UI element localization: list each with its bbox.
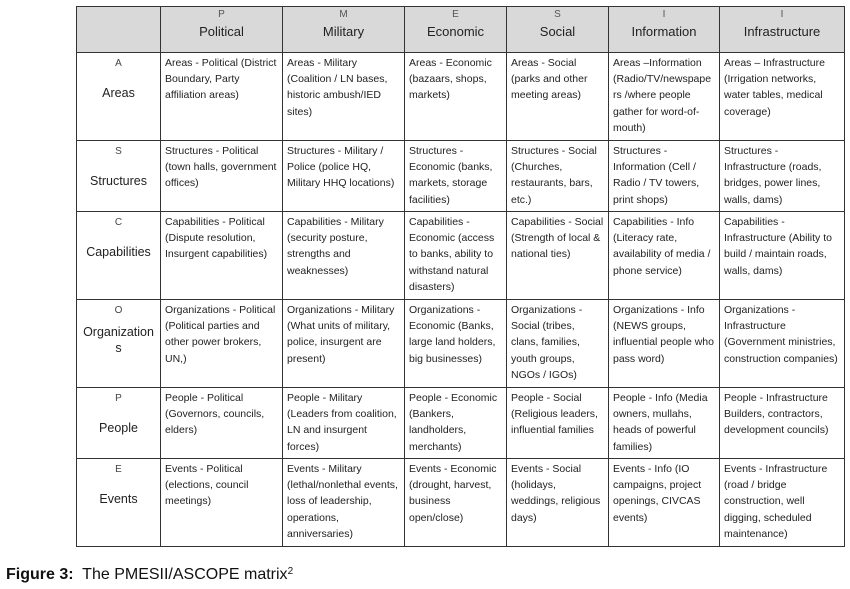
matrix-cell: Organizations - Info (NEWS groups, influential people who pass word) [609,300,720,388]
matrix-cell: Structures - Infrastructure (roads, bridges, power lines, walls, dams) [720,141,845,212]
row-header-capabilities [77,212,161,300]
header-row [77,7,845,53]
matrix-cell: Areas – Infrastructure (Irrigation networks, water tables, medical coverage) [720,53,845,141]
matrix-cell: Organizations - Political (Political parties and other power brokers, UN,) [161,300,283,388]
row-letter: O [114,305,123,316]
row-letter: C [114,217,123,228]
column-header-military [283,7,405,53]
matrix-cell: Capabilities - Social (Strength of local & national ties) [507,212,609,300]
column-name: Political [199,24,244,39]
pmesii-ascope-matrix [76,6,845,547]
matrix-cell: People - Political (Governors, councils, elders) [161,388,283,459]
row-name: Structures [90,174,147,188]
matrix-cell: Areas - Political (District Boundary, Party affiliation areas) [161,53,283,141]
matrix-cell: Capabilities - Info (Literacy rate, availability of media / phone service) [609,212,720,300]
table-row-areas [77,53,845,141]
row-name: Organization s [83,325,154,355]
matrix-cell: Structures - Social (Churches, restaurants, bars, etc.) [507,141,609,212]
table-row-people [77,388,845,459]
matrix-cell: Areas - Military (Coalition / LN bases, historic ambush/IED sites) [283,53,405,141]
matrix-cell: Organizations - Economic (Banks, large land holders, big businesses) [405,300,507,388]
matrix-cell: Structures - Political (town halls, government offices) [161,141,283,212]
corner-cell [77,7,161,53]
column-name: Economic [426,24,485,39]
matrix-cell: Areas –Information (Radio/TV/newspape rs /where people gather for word-of-mouth) [609,53,720,141]
figure-caption [6,565,293,585]
matrix-cell: Events - Economic (drought, harvest, business open/close) [405,459,507,547]
row-name: Events [99,492,138,506]
row-letter: P [115,393,122,404]
row-header-events [77,459,161,547]
footnote-marker: 2 [287,566,294,577]
row-name: Areas [102,86,135,100]
row-name: People [99,421,138,435]
column-letter: M [339,9,348,20]
matrix-cell: Events - Social (holidays, weddings, religious days) [507,459,609,547]
column-letter: P [218,9,225,20]
matrix-cell: Organizations - Military (What units of military, police, insurgent are present) [283,300,405,388]
row-letter: S [115,146,122,157]
column-header-social [507,7,609,53]
table-row-capabilities [77,212,845,300]
matrix-cell: Organizations - Infrastructure (Government ministries, construction companies) [720,300,845,388]
matrix-cell: Events - Info (IO campaigns, project openings, CIVCAS events) [609,459,720,547]
matrix-cell: Areas - Social (parks and other meeting areas) [507,53,609,141]
column-header-political [161,7,283,53]
matrix-cell: Events - Political (elections, council meetings) [161,459,283,547]
row-header-areas [77,53,161,141]
matrix-cell: People - Social (Religious leaders, influential families [507,388,609,459]
row-header-people [77,388,161,459]
matrix-cell: Events - Military (lethal/nonlethal events, loss of leadership, operations, anniversaries) [283,459,405,547]
row-header-structures [77,141,161,212]
column-letter: E [452,9,459,20]
matrix-cell: Capabilities - Infrastructure (Ability to build / maintain roads, walls, dams) [720,212,845,300]
matrix-cell: Capabilities - Military (security posture, strengths and weaknesses) [283,212,405,300]
column-header-information [609,7,720,53]
column-header-infrastructure [720,7,845,53]
column-letter: I [780,9,784,20]
matrix-cell: Structures - Economic (banks, markets, storage facilities) [405,141,507,212]
matrix-cell: People - Infrastructure Builders, contractors, development councils) [720,388,845,459]
row-header-organizations [77,300,161,388]
table-row-events [77,459,845,547]
row-letter: A [115,58,122,69]
column-name: Military [322,24,365,39]
column-letter: S [554,9,561,20]
matrix-cell: People - Military (Leaders from coalition, LN and insurgent forces) [283,388,405,459]
matrix-cell: Events - Infrastructure (road / bridge construction, well digging, scheduled maintenance) [720,459,845,547]
matrix-cell: Capabilities - Political (Dispute resolution, Insurgent capabilities) [161,212,283,300]
matrix-cell: Structures - Information (Cell / Radio / TV towers, print shops) [609,141,720,212]
matrix-cell: Organizations - Social (tribes, clans, families, youth groups, NGOs / IGOs) [507,300,609,388]
column-name: Social [539,24,576,39]
matrix-cell: Capabilities - Economic (access to banks, ability to withstand natural disasters) [405,212,507,300]
column-letter: I [662,9,666,20]
matrix-cell: Structures - Military / Police (police HQ, Military HHQ locations) [283,141,405,212]
figure-caption-text: The PMESII/ASCOPE matrix [82,566,288,583]
matrix-cell: People - Economic (Bankers, landholders, merchants) [405,388,507,459]
table-row-organizations [77,300,845,388]
column-name: Information [631,24,697,39]
matrix-cell: Areas - Economic (bazaars, shops, markets) [405,53,507,141]
row-letter: E [115,464,122,475]
column-header-economic [405,7,507,53]
column-name: Infrastructure [743,24,821,39]
table-row-structures [77,141,845,212]
row-name: Capabilities [86,245,151,259]
figure-label: Figure 3: [6,566,74,583]
matrix-cell: People - Info (Media owners, mullahs, heads of powerful families) [609,388,720,459]
